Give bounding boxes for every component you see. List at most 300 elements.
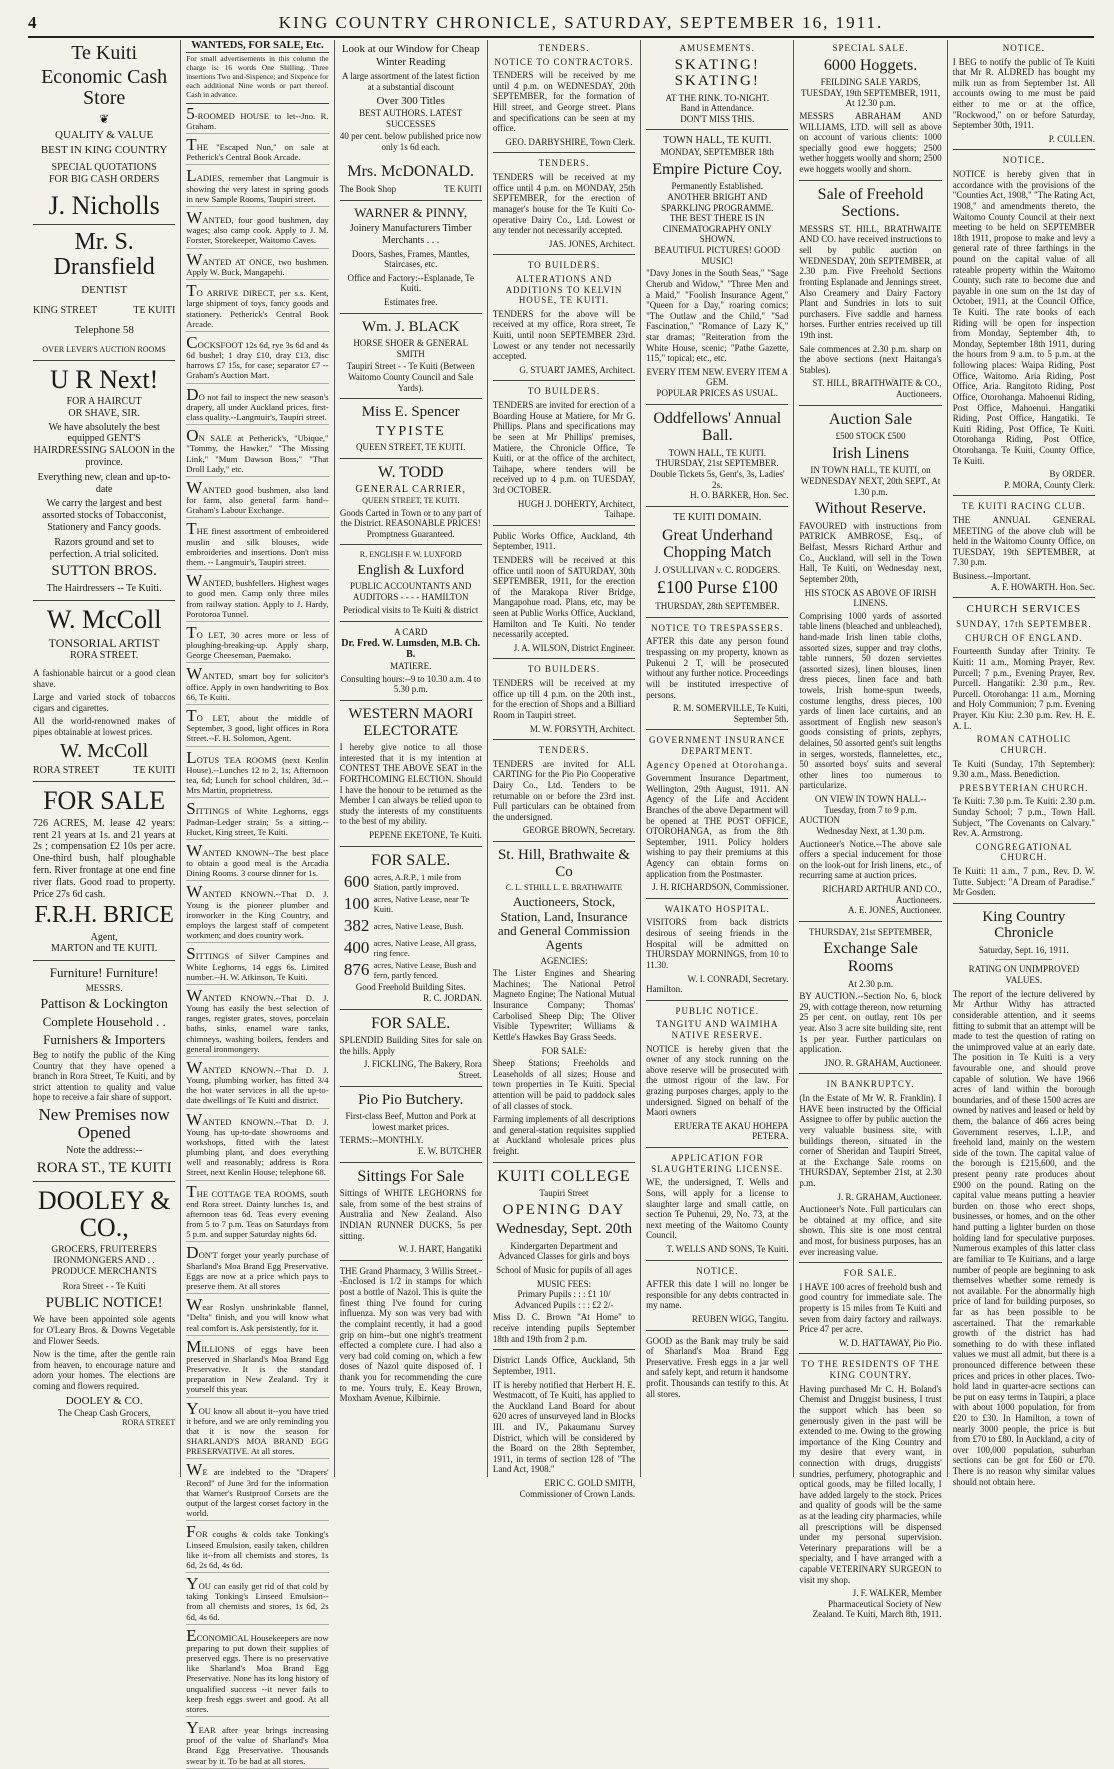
ad-text: FOR SALE:	[541, 1045, 587, 1056]
classified-ad: TO LET, 30 acres more or less of ploughing-breaking-up. Apply sharp, George Cheeseman, Paemako.	[186, 625, 328, 664]
ad-text: THURSDAY, 28th SEPTEMBER.	[655, 601, 780, 612]
notice-text: Public Works Office, Auckland, 4th September, 1911.	[492, 530, 636, 552]
notice-text: NOTICE is hereby given that in accordance with the provisions of the "Counties Act, 1908," "The Rating Act, 1908," and amendments thereto, the Waitomo County Council at their next meeting to be held on SEPTEMBER 18th 1911, propose to make and levy a general rate of three farthings in the pound on the capital value of all rateable property within the Waitomo County, such rate to become due and payable in one sum on the 1st day of October, 1911, at the Council Office, Te Kuiti. The rate books of each Riding will be open for inspection from Monday, September 4th, to Monday, September 18th 1911, during the hours from 9 a.m. to 5 p.m. at the following places: Waipa Riding, Post Office, Waitomo. Aria Riding, Post Office, Aria. Rangitoto Riding, Post Office, Otorohanga. Mahoenui Riding, Post Office, Mahoenui. Hangatiki Riding, Post Office, Hangatiki. Te Kuiti Riding, Post Office, Te Kuiti. Otorohanga Riding, Post Office, Otorohanga. Te Kuiti, County Office, Te Kuiti.	[952, 169, 1095, 466]
notice-heading: ROMAN CATHOLIC CHURCH.	[976, 734, 1071, 755]
classified-ad: WANTED KNOWN--The best place to obtain a good meal is the Arcadia Dining Rooms. 3 course dinner for 1s.	[186, 843, 328, 882]
notice-heading: ALTERATIONS AND ADDITIONS TO KELVIN HOUSE, TE KUITI.	[505, 273, 623, 306]
notice-signature: W. I. CONRADI, Secretary.	[687, 973, 789, 984]
jordan-sale-ad	[340, 852, 482, 1004]
notice-heading: IN BANKRUPTCY.	[826, 1079, 915, 1090]
land-acreage: 400	[343, 938, 370, 958]
ad-text: MONDAY, SEPTEMBER 18th	[660, 147, 774, 158]
black-ad	[340, 319, 482, 394]
freehold-ad	[799, 186, 941, 400]
ad-text: HORSE SHOER & GENERAL SMITH	[353, 338, 469, 359]
pharmacy-letter: THE Grand Pharmacy, 3 Willis Street.--Enclosed is 1/2 in stamps for which post a bottle of Nazol. This is quite the finest thing I've found for curing influenza. My son was very bad with the complaint recently, it had a good grip on him--but one night's treatment effected a complete cure. I had also a very bad cold coming on, which a few doses of Nazol quite disposed of. I thank you for recommending the cure to me. Yours truly, E. Keay Brown, Moxham Avenue, Kilbirnie.	[339, 1265, 482, 1404]
editorial-text: The report of the lecture delivered by Mr Arthur Withy has attracted considerable attention, and it seems fitting to submit that an attempt will be made to test the question of rating on the unimproved value at an early date. The position in Te Kuiti is a very favourable one, and should prove capable of solution. We have 1966 acres of land within the borough boundaries, and of these 1500 acres are owned by natives and leased or held by them, the balance of 466 acres being Government reserves, L.I.P., and freehold land, mainly on the western side of the town. The capital value of the borough is £215,600, and the present penny rate produces about £900 on the pound. Rating on the capital value means putting a heavier burden on those who erect shops, businesses, or homes, and on the other hand putting a lighter burden on those holding land for speculative purposes. Numerous examples of this latter class are familiar to Te Kuitians, and a large number of people are beginning to ask themselves whether some remedy is not available. For the abnormally high price of land for building purposes, so far as has been possible to be ascertained. That the remarkable growth of the district has had something to do with these inflated values we must all admit, but there is a pronounced difference between these prices and prices in other places. Two-hold land in quarter-acre sections can be put on easy terms in Taupiri, a place with about 1000 population, for from £20 to £30. In Hamilton, a town of nearly 3000 people, the price is but from £70 to £80. In Auckland, a city of over 100,000 population, suburban sections can be got for £60 or £70. There is no reason why similar values should not obtain here.	[952, 988, 1095, 1487]
ad-text: £500 STOCK £500	[835, 431, 906, 442]
classified-ad: LOTUS TEA ROOMS (next Kenlin House).--Lunches 12 to 2, 1s; Afternoon tea, 6d; Lunch for school children, 3d.--Mrs Martin, proprietress.	[186, 750, 328, 799]
ad-text: J. FICKLING, The Bakery, Rora Street.	[363, 1059, 482, 1081]
notice-heading: CONGREGATIONAL CHURCH.	[975, 841, 1073, 863]
english-luxford-ad	[340, 550, 482, 616]
ad-heading: New Premises now Opened	[38, 1105, 170, 1142]
section-heading: WANTEDS, FOR SALE, Etc.	[186, 40, 328, 53]
divider	[799, 405, 941, 406]
lumsden-ad	[340, 627, 482, 695]
notice-text: Government Insurance Department, Wellington, 29th August, 1911. AN Agency of the Life and Accident Branches of the above Department will be opened at THE POST OFFICE, OTOROHANGA, as from the 8th September, 1911. Policy holders wishing to pay their premiums at this Agency can obtain forms on application from the Postmaster.	[646, 773, 789, 879]
land-listing	[340, 916, 482, 936]
ad-text: RORA STREET	[33, 764, 100, 776]
notice-signature: JAS. JONES, Architect.	[548, 238, 636, 249]
divider	[340, 621, 482, 622]
ad-text: Auctioneer's Notice.--The above sale offers a special inducement for those on the look-out for Irish linens, etc., of recurring same at auction prices.	[799, 838, 942, 881]
notice-text: TENDERS for the above will be received at my office, Rora street, Te Kuiti, until noon SEPTEMBER 23rd. Lowest or any tender not necessarily accepted.	[492, 308, 636, 362]
divider	[493, 739, 635, 740]
ad-heading: J. Nicholls	[48, 190, 160, 220]
divider	[646, 1330, 788, 1331]
ad-text: Estimates free.	[383, 297, 438, 308]
ad-heading: Irish Linens	[832, 444, 909, 462]
ad-text: At 12.30 p.m.	[845, 98, 896, 109]
notice-signature: J. H. RICHARDSON, Commissioner.	[652, 882, 789, 893]
column-2	[181, 40, 334, 1766]
notice-text: Having purchased Mr C. H. Boland's Chemist and Druggist business, I trust the support which has been so generously given in the past will be extended to me. Owing to the growing importance of the King Country and my desire that every want, in connection with drugs, druggists' sundries, perfumery, photographic and optical goods, may be filled locally, I have added largely to the stock. Prices and quality of goods will be the same as at the leading city pharmacies, while all prescriptions will be dispensed under my personal supervision. Veterinary preparations will be a specialty, and I have arranged with a capable VETERINARY SURGEON to visit my shop.	[799, 1383, 942, 1585]
notice-heading: TO BUILDERS.	[527, 664, 601, 675]
ad-text: Doors, Sashes, Frames, Mantles, Staircases, etc.	[351, 248, 470, 270]
classified-ad: SITTINGS of White Leghorns, eggs Padman-Ledger strain; 5s a sitting.--Hucket, King street, Te Kuiti.	[186, 801, 328, 840]
ad-text: The Lister Engines and Shearing Machines; The National Petrol Magneto Engine; The National Mutual Insurance Company; Thomas' Carbolised Sheep Dip; The Oliver Visible Typewriter; Williams & Kettle's Hawkes Bay Grass Seeds.	[492, 968, 636, 1042]
picture-ad	[646, 135, 788, 398]
notice-text: AFTER this date I will no longer be responsible for any debts contracted in my name.	[646, 1279, 789, 1311]
land-list	[340, 872, 482, 980]
divider	[799, 921, 941, 922]
fickling-ad	[340, 1015, 482, 1081]
ad-heading: SUTTON BROS.	[51, 563, 157, 580]
linens-ad	[799, 411, 941, 916]
ad-heading: U R Next!	[49, 364, 159, 394]
divider	[493, 254, 635, 255]
notice-text: Hamilton.	[646, 984, 683, 995]
ad-text: BEAUTIFUL PICTURES! GOOD MUSIC!	[654, 245, 781, 266]
ad-heading: OPENING DAY	[502, 1201, 626, 1218]
ad-text: Miss D. C. Brown "At Home" to receive intending pupils September 18th and 19th from 2 p.m.	[492, 1312, 636, 1344]
ad-text: THURSDAY, 21st SEPTEMBER.	[655, 458, 779, 469]
land-listing	[340, 894, 482, 914]
ad-heading: PUBLIC NOTICE!	[45, 1294, 163, 1311]
ad-heading: FOR SALE.	[371, 1014, 451, 1032]
land-listing	[340, 872, 482, 892]
notice-text: District Lands Office, Auckland, 5th September, 1911.	[492, 1355, 636, 1376]
ad-text: Consulting hours:--9 to 10.30 a.m. 4 to 5.30 p.m.	[340, 673, 481, 695]
ad-text: PUBLIC ACCOUNTANTS AND AUDITORS - - - - HAMILTON	[350, 581, 472, 602]
ad-text: MESSRS ST. HILL, BRATHWAITE AND CO. have received instructions to sell by public auction on WEDNESDAY, 20th SEPTEMBER, at 2.30 p.m. Five Freehold Sections fronting Esplanade and Jennings street. Also Creamery and Dairy Factory Plant and Sundries in lots to suit purchasers. Five saddle and harness horses. Further entries received up till 19th inst.	[799, 223, 942, 340]
notice-heading: TO BUILDERS.	[527, 386, 601, 397]
land-acreage: 382	[343, 916, 370, 936]
ad-text: Advanced Pupils : : : £2 2/-	[514, 1299, 614, 1310]
notice-heading: Agency Opened at Otorohanga.	[646, 759, 789, 770]
classified-ad: WANTED AT ONCE, two bushmen. Apply W. Buck, Mangapehi.	[186, 252, 328, 280]
notice-heading: NOTICE TO CONTRACTORS.	[494, 56, 634, 67]
divider	[646, 617, 788, 618]
ad-heading: Empire Picture Coy.	[652, 160, 783, 178]
ad-text: TUESDAY, 19th SEPTEMBER, 1911,	[800, 87, 941, 98]
ad-heading: English & Luxford	[357, 562, 464, 578]
notice-heading: GOVERNMENT INSURANCE DEPARTMENT.	[648, 735, 786, 756]
ad-text: Primary Pupils : : : £1 10/	[517, 1289, 611, 1300]
ad-text: A fashionable haircut or a good clean shave.	[33, 667, 176, 689]
notice-text: TENDERS will be received by me until 4 p.m. on WEDNESDAY, 20th SEPTEMBER, for the formation of Hill street, and George street. Plans and specifications can be seen at my office.	[492, 70, 636, 134]
classified-ad: FOR coughs & colds take Tonking's Linseed Emulsion, easily taken, children like it--from all chemists and stores, 1s 6d, 2s 6d, 4s 6d.	[186, 1524, 328, 1573]
ad-text: The Book Shop	[339, 184, 397, 195]
ad-text: Rora Street - - Te Kuiti	[62, 1281, 146, 1292]
sutton-ad	[33, 366, 175, 595]
divider	[493, 525, 635, 526]
pattison-ad	[33, 966, 175, 1176]
warner-ad	[340, 206, 482, 308]
section-heading: CHURCH SERVICES	[966, 603, 1082, 616]
ad-text: JNO. R. GRAHAM, Auctioneer.	[824, 1057, 942, 1068]
ad-text: BEST IN KING COUNTRY	[40, 144, 168, 157]
electorate-notice	[340, 706, 482, 840]
notice-text: TENDERS are invited for erection of a Boarding House at Matiere, for Mr G. Phillips. Plans and specifications may be seen at Mr Phillips' premises, Matiere, the Chronicle Office, Te Kuiti, or at the office of the architect, Taihape, where tenders will be received up to 4 p.m. on TUESDAY, 3rd OCTOBER.	[492, 400, 636, 495]
ad-text: TE KUITI	[133, 304, 176, 316]
ad-text: We carry the largest and best assorted stocks of Tobacconist, Stationery and Fancy goods.	[42, 498, 167, 534]
notice-text: IT is hereby notified that Herbert H. E. Westmacott, of Te Kuiti, has applied to the Auckland Land Board for about 620 acres of unsurveyed land in Blocks III. and IV., Pakaumanu Survey District, which will be considered by the Board on the 28th September, 1911, in terms of section 128 of "The Land Act, 1908."	[492, 1379, 636, 1475]
exchange-ad	[799, 927, 941, 1069]
ad-text: ST. HILL, BRAITHWAITE & CO., Auctioneers.	[812, 378, 942, 400]
ad-text: At 2.30 p.m.	[847, 978, 894, 989]
ad-heading: Auction Sale	[829, 410, 913, 428]
divider	[493, 152, 635, 153]
notice-text: VISITORS from back districts desirous of seeing friends in the Hospital will be admitted on THURSDAY MORNINGS, from 10 to 11.30.	[646, 917, 789, 970]
notice-signature: T. WELLS AND SONS, Te Kuiti.	[666, 1243, 789, 1254]
ad-text: W. J. HART, Hangatiki	[398, 1244, 482, 1255]
column-5	[641, 40, 794, 1477]
ad-text: POPULAR PRICES AS USUAL.	[656, 388, 779, 399]
classified-list	[186, 103, 329, 1769]
notice-text: Business.--Important.	[952, 571, 1031, 582]
divider	[799, 1073, 941, 1074]
ad-heading: Furniture! Furniture!	[49, 965, 159, 981]
notice-text: TENDERS will be received at this office until noon of SATURDAY, 30th SEPTEMBER, 1911, for the erection of the Marakopa River Bridge, Mangapohue road. Plans, etc, may be seen at Public Works Office, Auckland, Hamilton and Te Kuiti. No tender necessarily accepted.	[492, 554, 636, 640]
notice-text: NOTICE is hereby given that the owner of any stock running on the above reserve will be prosecuted with the utmost rigour of the law. For grazing purposes charges, apply to the undersigned. Signed on behalf of the Maori owners	[646, 1043, 789, 1118]
ad-heading: WARNER & PINNY,	[354, 204, 468, 220]
ad-heading: F.R.H. BRICE	[34, 902, 174, 929]
notice-heading: TENDERS.	[538, 745, 590, 756]
ad-text: Comprising 1000 yards of assorted table linens (bleached and unbleached), hand-made Irish linen table cloths, assorted sizes, supper and tray cloths, table runners, 50 dozen serviettes (assorted sizes), linen blouses, linen dress pieces, linen face and bath towels, Irish home-spun tweeds, costume lengths, dress pieces, 100 yards of linen lace curtains, and an assortment of English new season's goods consisting of prints, zephyrs, delaines, 50 assorted gent's suit lengths in serges, worsteds, flannelettes, etc., 50 assorted boys' suits and several other lines too numerous to particularize.	[799, 610, 942, 791]
ad-text: We have absolutely the best equipped GENT'S HAIRDRESSING SALOON in the province.	[33, 421, 175, 469]
ad-heading: Oddfellows' Annual Ball.	[653, 409, 782, 445]
classified-ad: THE "Escaped Nun," on sale at Petherick's Central Book Arcade.	[186, 137, 328, 165]
ad-text: All the world-renowned makes of pipes obtainable at lowest prices.	[33, 716, 176, 738]
ad-text: MATIERE.	[390, 661, 432, 672]
ad-heading: Dr. Fred. W. Lumsden, M.B. Ch. B.	[341, 637, 481, 661]
notice-signature: GEO. DARBYSHIRE, Town Clerk.	[505, 136, 636, 147]
divider	[646, 1147, 788, 1148]
notice-signature: W. D. HATTAWAY, Pio Pio.	[838, 1337, 942, 1348]
ad-heading: SKATING! SKATING!	[674, 56, 760, 90]
notice-signature: P. CULLEN.	[1048, 133, 1095, 144]
divider	[340, 1260, 482, 1261]
notice-heading: NOTICE.	[696, 1265, 739, 1276]
ad-text: A large assortment of the latest fiction at a substantial discount	[342, 70, 480, 92]
notice-text: I BEG to notify the public of Te Kuiti that Mr R. ALDRED has bought my milk run as from September 1st. All accounts owing to me must be paid either to me or at the office, "Rockwood," on or before Saturday, September 30th, 1911.	[952, 56, 1095, 131]
ad-text: First-class Beef, Mutton and Pork at lowest market prices.	[345, 1111, 476, 1132]
notice-heading: WAIKATO HOSPITAL.	[664, 903, 770, 914]
ad-text: EVERY ITEM NEW. EVERY ITEM A GEM.	[646, 366, 789, 388]
ad-text: Permanently Established.	[671, 181, 763, 192]
ad-text: PEPENE EKETONE, Te Kuiti.	[369, 829, 482, 840]
notice-heading: PUBLIC NOTICE.	[675, 1005, 760, 1016]
ad-text: A. E. JONES, Auctioneer.	[847, 905, 942, 916]
ad-text: Razors ground and set to perfection. A trial solicited.	[49, 536, 159, 560]
land-description: acres, Native Lease, Bush.	[373, 921, 464, 932]
land-description: acres, A.R.P., 1 mile from Station, partly improved.	[373, 872, 462, 893]
notice-heading: TENDERS.	[538, 158, 590, 169]
notice-text: WE, the undersigned, T. Wells and Sons, will apply for a license to slaughter large and small cattle, on section Te Puhenui, 29, No. 73, at the next meeting of the Waitomo County Council.	[646, 1177, 789, 1241]
ad-text: TONSORIAL ARTIST	[48, 636, 160, 651]
classified-ad: YEAR after year brings increasing proof of the value of Sharland's Moa Brand Egg Preservative. Thousands swear by it. To be had at all stores.	[186, 1720, 328, 1769]
divider	[186, 103, 328, 104]
land-acreage: 600	[343, 872, 370, 892]
address-line	[33, 305, 175, 317]
ad-text: Taupiri Street	[539, 1188, 589, 1199]
notice-signature: R. M. SOMERVILLE, Te Kuiti, September 5th.	[672, 703, 789, 724]
notice-signature: J. F. WALKER, Member Pharmaceutical Society of New Zealand. Te Kuiti, March 8th, 1911.	[812, 1588, 942, 1620]
ad-heading: Te Kuiti	[71, 42, 138, 64]
divider	[646, 506, 788, 507]
ad-text: RICHARD ARTHUR AND CO., Auctioneers.	[822, 883, 942, 905]
notice-text: TENDERS will be received at my office up till 4 p.m. on the 20th inst., for the erection of Shops and a Billiard Room in Taupiri street.	[492, 678, 636, 720]
ad-text: FAVOURED with instructions from PATRICK AMBROSE, Esq., of Belfast, Messrs Richard Arthur and Co., Auckland, will sell in the Town Hall, Te Kuiti, on Wednesday next, September 20th,	[799, 520, 942, 584]
notice-text: THE ANNUAL GENERAL MEETING of the above club will be held in the Waitomo County Office, on TUESDAY, 19th SEPTEMBER, at 7.30 p.m.	[952, 514, 1095, 568]
classified-ad: WANTED KNOWN.--That D. J. Young has up-to-date showrooms and workshops, fitted with the latest plumbing plant, and does everything well and reasonably; address is Rora Street, next Kenlin House; telephone 68.	[186, 1112, 328, 1181]
ad-text: DOOLEY & CO.	[65, 1394, 143, 1407]
divider	[340, 313, 482, 314]
notice-text: (In the Estate of Mr W. R. Franklin). I HAVE been instructed by the Official Assignee to offer by public auction the very valuable business site, with buildings thereon, situated in the corner of Sheridan and Taupiri Street, at the Exchange Sale rooms on THURSDAY, September 21st, at 2.30 p.m.	[799, 1093, 942, 1188]
ad-text: MESSRS.	[85, 983, 123, 994]
notice-signature: A. F. HOWARTH. Hon. Sec.	[990, 581, 1095, 592]
notice-heading: TANGITU AND WAIMIHA NATIVE RESERVE.	[655, 1019, 779, 1040]
notice-text: GOOD as the Bank may truly be said of Sharland's Moa Brand Egg Preservative. Fresh eggs in a jar well and safely kept, and return it handsome profit. Thousands can testify to this. At all stores.	[646, 1335, 789, 1399]
ad-heading: Economic Cash Store	[41, 66, 168, 109]
ad-text: Band in Attendance.	[680, 103, 754, 114]
classified-ad: SITTINGS of Silver Campines and White Leghorns, 14 eggs 6s. Limited number.--H. W. Atkinson, Te Kuiti.	[186, 946, 328, 985]
ad-text: GROCERS, FRUITERERS IRONMONGERS AND . . PRODUCE MERCHANTS	[51, 1244, 157, 1278]
ad-heading: RORA ST., TE KUITI	[36, 1159, 172, 1176]
notice-signature: REUBEN WIGG, Tangitu.	[691, 1313, 789, 1324]
skating-ad	[646, 57, 788, 125]
ad-text: Agent,	[90, 931, 118, 943]
land-listing	[340, 960, 482, 980]
ad-text: SPLENDID Building Sites for sale on the hills. Apply	[339, 1035, 482, 1056]
economic-cash-store-ad	[33, 43, 175, 219]
section-heading: TENDERS.	[538, 43, 590, 53]
classified-ad: MILLIONS of eggs have been preserved in Sharland's Moa Brand Egg Preservative. It is the standard preparation in New Zealand. Try it yourself this year.	[186, 1339, 328, 1398]
ad-text: MUSIC FEES:	[536, 1278, 592, 1289]
notice-text: Fourteenth Sunday after Trinity. Te Kuiti: 11 a.m., Morning Prayer, Rev. Purcell; 7 p.m., Evening Prayer, Rev. Purcell. Hangatiki: 2.30 p.m., Rev. Purcell. Otorohanga: 11 a.m., Morning and Holy Communion; 7 p.m. Evening Prayer. Kiu Kiu: 2.30 p.m. Rev. H. E. A. L.	[952, 646, 1095, 731]
page-number: 4	[28, 13, 37, 32]
notice-heading: FOR SALE.	[843, 1268, 898, 1279]
ad-text: I hereby give notice to all those interested that it is my intention at CONTEST THE ABOVE SEAT in the FORTHCOMING ELECTION. Should I have the honour to be returned as the Member I can always be relied upon to study the interests of my constituents to the best of my ability.	[339, 742, 482, 827]
column-1	[28, 40, 181, 1477]
classified-intro: For small advertisements in this column the charge is: 16 words One Shilling. Three insertions Two and-Sixpence; and Sixpence for each additional Nine words or part thereof. Cash in advance.	[186, 54, 329, 99]
ad-text: Farming implements of all descriptions and general-station requisites supplied at Auckland wholesale prices plus freight.	[492, 1114, 636, 1156]
ad-heading: St. Hill, Brathwaite & Co	[497, 847, 631, 880]
divider	[493, 380, 635, 381]
divider	[33, 600, 175, 601]
address-line	[33, 765, 175, 777]
ad-heading: TYPISTE	[375, 423, 446, 439]
ad-heading: Exchange Sale Rooms	[823, 940, 918, 975]
column-4	[488, 40, 641, 1499]
notice-heading: TO THE RESIDENTS OF THE KING COUNTRY.	[801, 1359, 940, 1381]
dransfield-ad	[33, 230, 175, 355]
sthill-ad	[493, 847, 635, 1157]
ad-heading: Mr. S. Dransfield	[53, 229, 155, 281]
ad-text: THURSDAY, 21st SEPTEMBER,	[809, 926, 933, 937]
divider	[995, 959, 1052, 960]
divider	[799, 1262, 941, 1263]
ad-text: Everything new, clean and up-to-date	[37, 471, 171, 495]
chopping-ad	[646, 512, 788, 612]
ad-heading: Great Underhand Chopping Match	[661, 526, 773, 562]
ad-text: QUEEN STREET, TE KUITI.	[362, 496, 460, 506]
ad-heading: DOOLEY & CO.,	[37, 1186, 171, 1243]
notice-heading: NOTICE.	[1002, 43, 1045, 53]
divider	[646, 1000, 788, 1001]
notice-text: Auctioneer's Note. Full particulars can be obtained at my office, and site shown. This site is one most central and most, for business purposes, has an ever increasing value.	[799, 1204, 942, 1257]
classified-ad: TO LET, about the middle of September, 3 good, light offices in Rora Street.--F. H. Solomon, Agent.	[186, 708, 328, 747]
notice-text: I HAVE 100 acres of freehold bush and good country for immediate sale. The property is 15 miles from Te Kuiti and seven from dairy factory and railways. Price 47 per acre.	[799, 1281, 942, 1335]
ad-text: Good Freehold Building Sites.	[355, 982, 466, 993]
notice-heading: CHURCH OF ENGLAND.	[965, 632, 1083, 643]
notice-signature: ERUERA TE AKAU HOHEPA PETERA.	[674, 1120, 789, 1142]
ad-text: OVER LEVER'S AUCTION ROOMS	[42, 345, 166, 355]
ad-heading: Auctioneers, Stock, Station, Land, Insurance and General Commission Agents	[497, 894, 631, 953]
classified-ad: YOU can easily get rid of that cold by taking Tonking's Linseed Emulsion--from all chemists and stores, 1s 6d, 2s 6d, 4s 6d.	[186, 1576, 328, 1625]
notice-signature: G. STUART JAMES, Architect.	[519, 364, 636, 375]
ad-text: BY AUCTION.--Section No. 6, block 29, with cottage thereon, now returning 25 per cent. on outlay, rent 10s per year. Also 3 acre site building site, rent 1s per year. Further particulars on application.	[799, 991, 942, 1055]
ad-text: We have been appointed sole agents for O'Leary Bros. & Downs Vegetable and Flower Seeds.	[33, 1314, 176, 1346]
land-description: acres, Native Lease, near Te Kuiti.	[373, 894, 470, 915]
notice-text: AFTER this date any person found trespassing on my property, known as Pukenui 2 T, will be prosecuted without any further notice. Proceedings will be instituted irrespective of persons.	[646, 636, 789, 700]
notice-signature: M. W. FORSYTH, Architect.	[529, 723, 636, 734]
divider	[340, 458, 482, 459]
divider	[33, 781, 175, 782]
notice-text: TENDERS will be received at my office until 4 p.m. on MONDAY, 25th SEPTEMBER, for the erection of manager's house for the Te Kuiti Co-operative Dairy Co., Ltd. Lowest or any tender not necessarily accepted.	[492, 172, 636, 236]
classified-ad: LADIES, remember that Langmuir is showing the very latest in spring goods in new Sample Rooms, Taupiri street.	[186, 168, 328, 207]
ad-text: QUEEN STREET, TE KUITI.	[356, 442, 466, 453]
mccoll-ad	[33, 606, 175, 777]
editorial-title: King Country Chronicle	[982, 908, 1066, 942]
ad-text: TERMS:--MONTHLY.	[339, 1135, 424, 1146]
ad-text: TOWN HALL, TE KUITI.	[668, 447, 766, 458]
classified-ad: 5-ROOMED HOUSE to let--Jno. R. Graham.	[186, 106, 328, 134]
notice-signature: P. MORA, County Clerk.	[1003, 479, 1095, 490]
notice-heading: APPLICATION FOR SLAUGHTERING LICENSE.	[651, 1153, 784, 1174]
ad-text: A CARD	[394, 627, 428, 638]
classified-ad: TO ARRIVE DIRECT, per s.s. Kent, large shipment of toys, fancy goods and stationery. Petherick's Central Book Arcade.	[186, 283, 328, 332]
ad-heading: W. McColl	[46, 604, 162, 634]
notice-signature: HUGH J. DOHERTY, Architect, Taihape.	[517, 498, 636, 520]
spencer-ad	[340, 404, 482, 453]
divider	[953, 903, 1095, 904]
ad-heading: Sittings For Sale	[357, 1167, 465, 1185]
divider	[953, 495, 1095, 496]
classified-ad: DO not fail to inspect the new season's drapery, all under Auckland prices, first-class quality.--Langmuir's, Taupiri street.	[186, 387, 328, 426]
divider	[340, 544, 482, 545]
ad-heading: Wm. J. BLACK	[361, 318, 460, 335]
classified-ad: THE COTTAGE TEA ROOMS, south end Rora street. Dainty lunches 1s, and afternoon teas 6d. Teas every evening from 5 to 7 p.m. Teas on Saturdays from 5 p.m. and supper Saturday nights 6d.	[186, 1184, 328, 1243]
divider	[340, 200, 482, 201]
ad-heading: Sale of Freehold Sections.	[817, 185, 924, 221]
columns	[28, 40, 1100, 1766]
ad-text: RORA STREET.	[70, 650, 139, 662]
ad-text: Kindergarten Department and Advanced Classes for girls and boys	[498, 1240, 630, 1262]
column-6	[794, 40, 947, 1620]
ad-heading: Pio Pio Butchery.	[358, 1091, 464, 1108]
divider	[33, 224, 175, 225]
classified-ad: WANTED KNOWN.--That D. J. Young has easily the best selection of ranges, register grates, stoves, porcelain baths, sinks, enamel ware tanks, chimneys, washing boilers, fenders and general ironmongery.	[186, 988, 328, 1057]
divider	[646, 129, 788, 130]
ad-text: R. C. JORDAN.	[423, 993, 482, 1004]
classified-ad: WE are indebted to the "Drapers' Record" of June 3rd for the information that Warner's Rustproof Corsets are the output of the largest corset factory in the world.	[186, 1462, 328, 1521]
notice-heading: TO BUILDERS.	[527, 260, 601, 271]
divider	[646, 729, 788, 730]
classified-ad: DON'T forget your yearly purchase of Sharland's Moa Brand Egg Preservative. Eggs are now at a price which pays to preserve them. At all stores	[186, 1245, 328, 1294]
notice-text: Te Kuiti: 11 a.m., 7 p.m., Rev. D. W. Tutte. Subject: "A Dream of Paradise." Mr Gosden.	[952, 866, 1095, 898]
ad-text: Taupiri Street - - Te Kuiti (Between Waitomo County Council and Sale Yards).	[346, 361, 475, 393]
notice-heading: NOTICE TO TRESPASSERS.	[651, 622, 784, 633]
ad-heading: Furnishers & Importers	[43, 1031, 166, 1047]
ad-text: FOR A HAIRCUT	[66, 396, 142, 408]
ad-heading: Complete Household . .	[42, 1014, 166, 1030]
ad-text: AT THE RINK. TO-NIGHT.	[665, 92, 769, 103]
divider	[33, 360, 175, 361]
column-7	[948, 40, 1100, 1487]
ad-text: Wednesday Next, at 1.30 p.m.	[816, 825, 925, 836]
ad-text: FEILDING SALE YARDS,	[820, 77, 921, 88]
divider	[33, 1181, 175, 1182]
ad-text: BEST AUTHORS. LATEST SUCCESSES	[359, 108, 463, 129]
ad-text: The Cheap Cash Grocers,	[57, 1407, 151, 1418]
notice-signature: J. R. GRAHAM, Auctioneer.	[837, 1191, 942, 1202]
ad-heading: Miss E. Spencer	[361, 404, 460, 421]
divider	[33, 960, 175, 961]
ad-heading: Pattison & Lockington	[40, 997, 168, 1012]
notice-signature: ERIC C. GOLD SMITH, Commissioner of Crown Lands.	[519, 1477, 636, 1499]
ad-text: MESSRS ABRAHAM AND WILLIAMS, LTD. will sell as above on account of various clients: 1000 specially good ewe hoggets; 2500 wether hoggets woolly and shorn; 2500 ewe hoggets woolly and shorn.	[799, 111, 942, 175]
classified-ad: YOU know all about it--you have tried it before, and we are only reminding you that it is now the season for SHARLAND'S MOA BRAND EGG PRESERVATIVE. At all stores.	[186, 1401, 328, 1460]
ad-text: Periodical visits to Te Kuiti & district	[343, 605, 479, 616]
ad-text: GENERAL CARRIER,	[355, 484, 467, 496]
land-acreage: 876	[343, 960, 370, 980]
notice-heading: SUNDAY, 17th SEPTEMBER.	[956, 619, 1092, 630]
notice-text: TENDERS are invited for ALL CARTING for the Pio Pio Cooperative Dairy Co., Ltd. Tenders to be returnable on or before the 23rd inst. Full particulars can be obtained from the undersigned.	[492, 758, 636, 822]
ad-text: HIS STOCK AS ABOVE OF IRISH LINENS.	[804, 587, 937, 609]
divider	[953, 597, 1095, 598]
divider	[493, 1162, 635, 1163]
ad-text: Now is the time, after the gentle rain from heaven, to encourage nature and adorn your homes. The elections are coming and flowers required.	[33, 1349, 176, 1391]
ad-text: THE BEST THERE IS IN CINEMATOGRAPHY ONLY SHOWN.	[662, 213, 772, 245]
divider	[340, 846, 482, 847]
ad-text: OR SHAVE, SIR.	[68, 407, 140, 419]
oddfellows-ad	[646, 410, 788, 501]
classified-ad: Wear Roslyn unshrinkable flannel, "Delta" finish, and you will know what real comfort is. Ask persistently, for it.	[186, 1297, 328, 1336]
ad-text: Sheep Stations; Freeholds and Leaseholds of all sizes; House and town properties in Te Kuiti. Special attention will be paid to paddock sales of all classes of stock.	[492, 1058, 636, 1111]
hoggets-ad	[799, 57, 941, 175]
